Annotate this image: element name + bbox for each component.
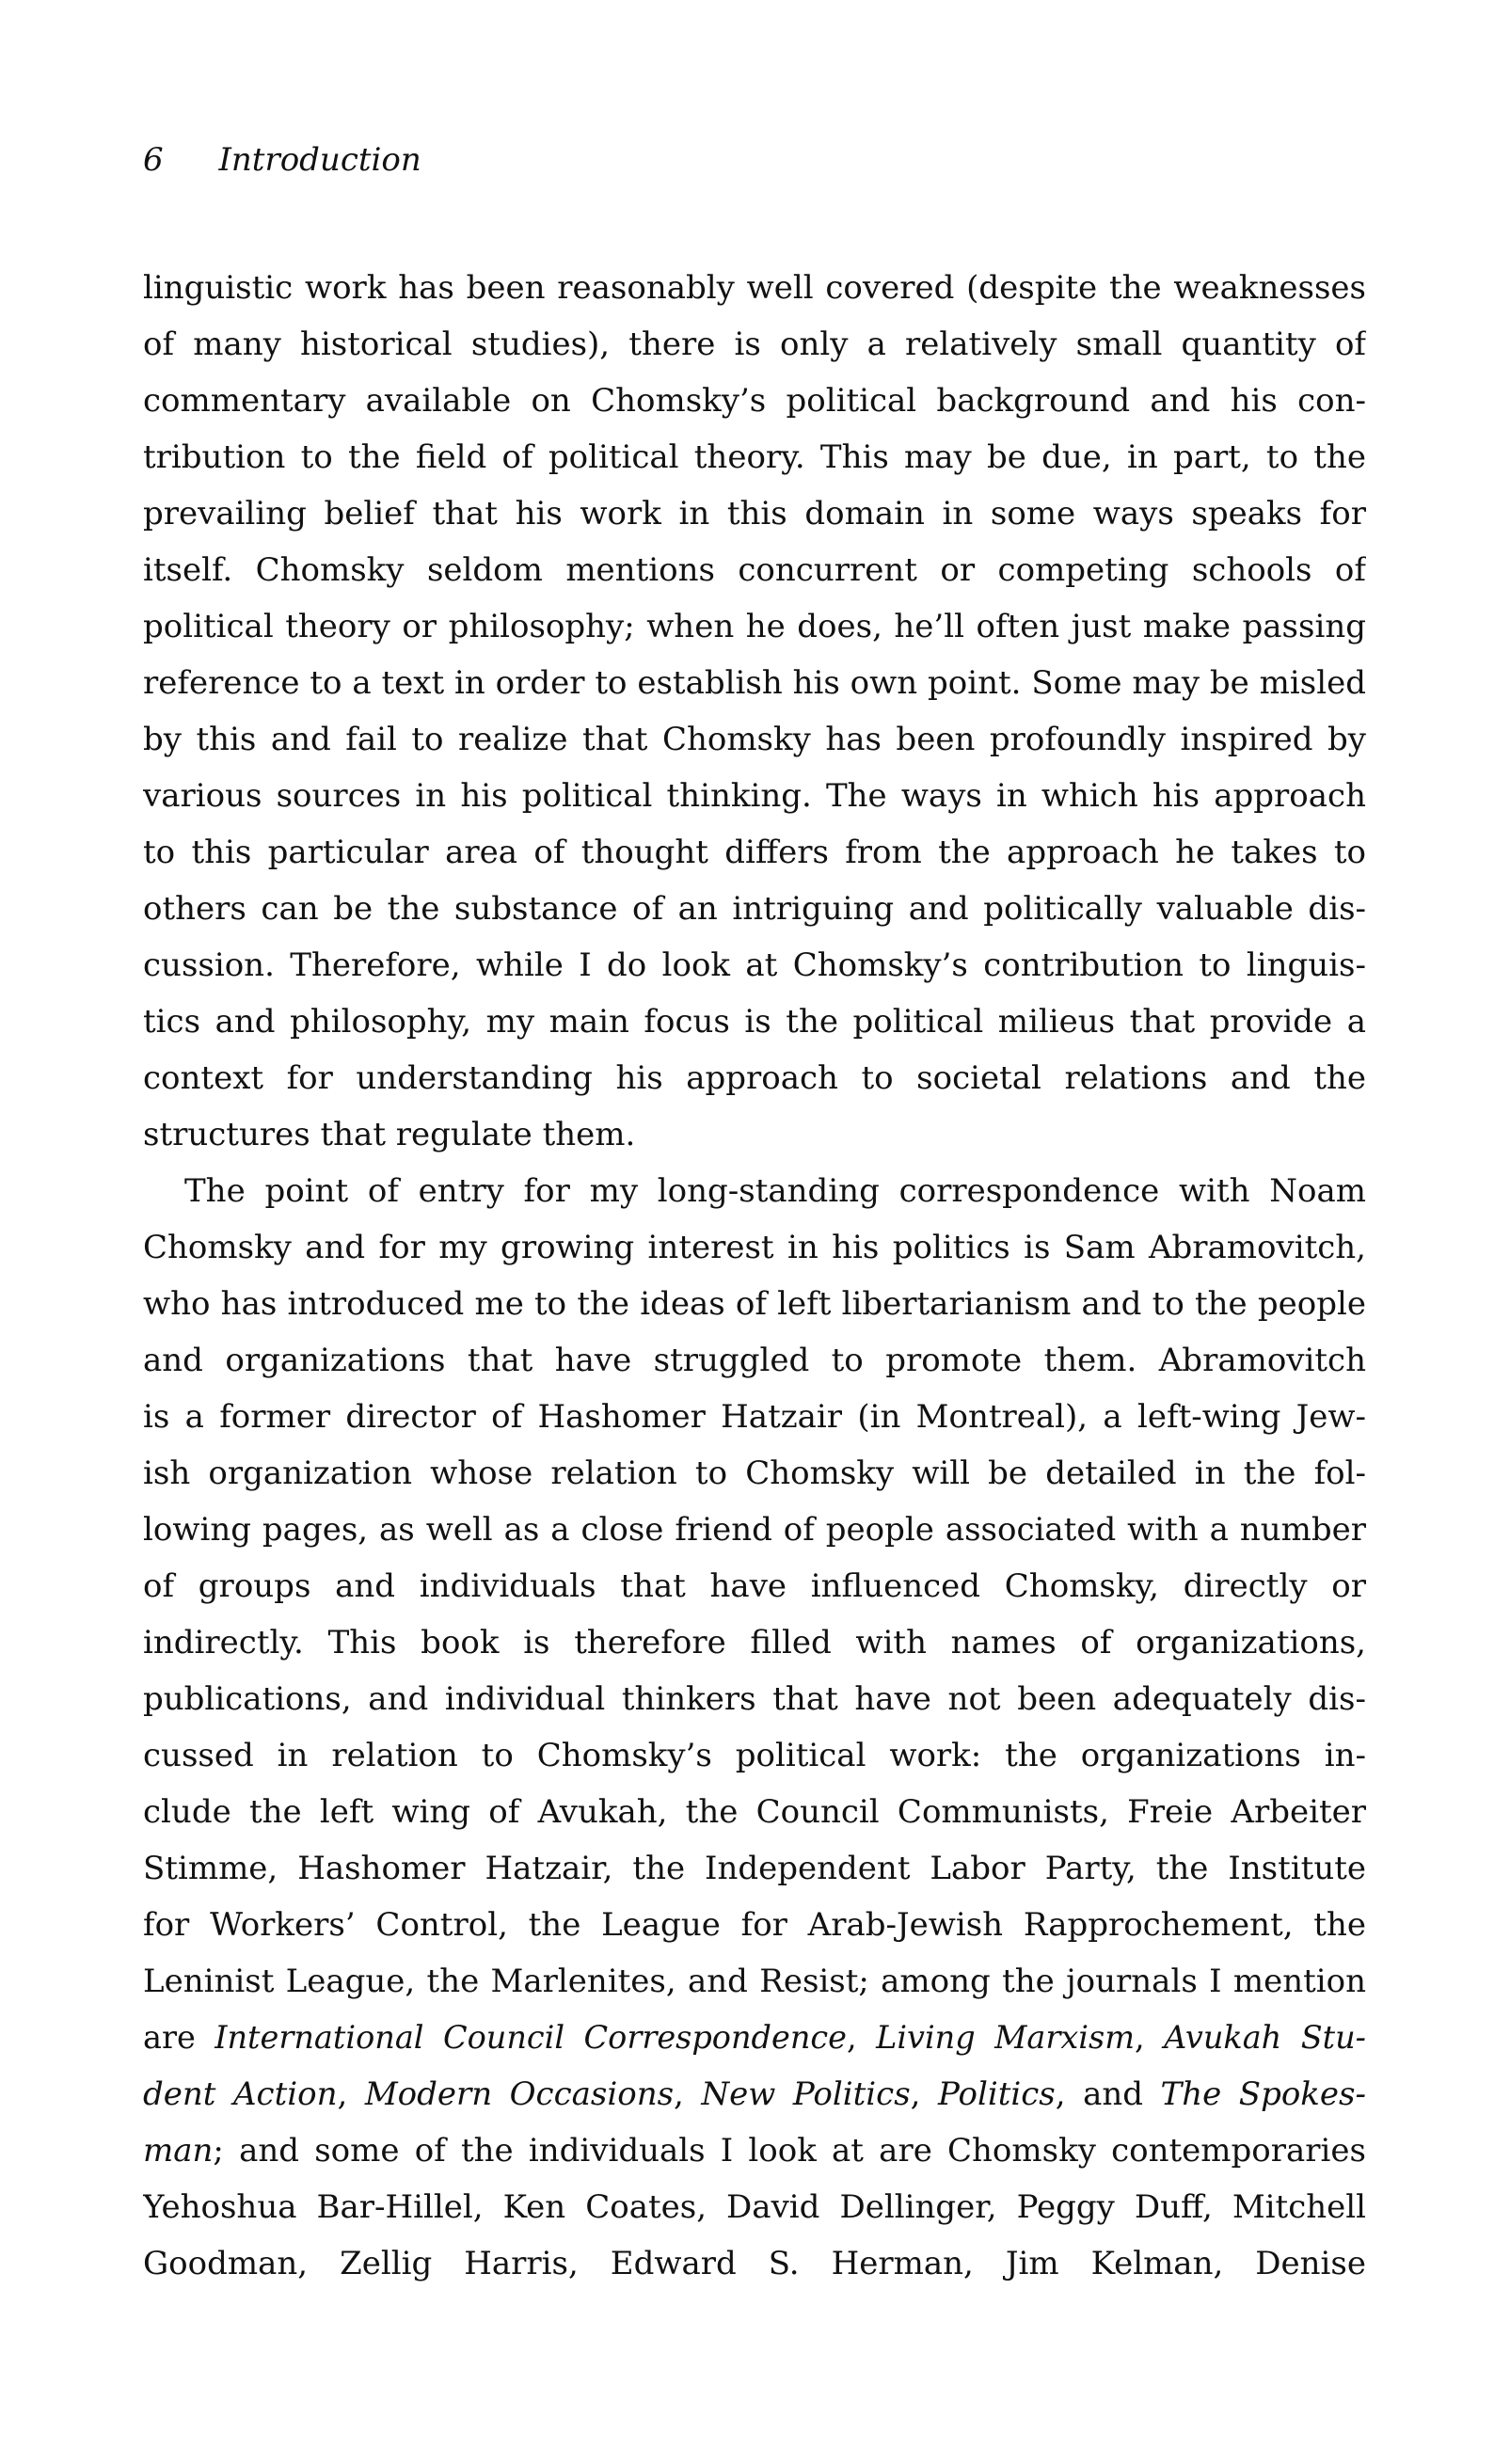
text-line (143, 2066, 1366, 2122)
italic-title: The Spokes- (1160, 2075, 1366, 2113)
text-line (143, 1163, 1366, 1219)
text-segment: for Workers’ Control, the League for Arab-Jewish Rapprochement, the (143, 1906, 1366, 1944)
text-segment: others can be the substance of an intriguing and politically valuable dis- (143, 890, 1366, 928)
text-line (143, 1276, 1366, 1332)
text-segment: cussed in relation to Chomsky’s political work: the organizations in- (143, 1737, 1366, 1774)
text-segment: tribution to the field of political theory. This may be due, in part, to the (143, 438, 1366, 476)
text-segment: Goodman, Zellig Harris, Edward S. Herman, Jim Kelman, Denise (143, 2245, 1366, 2282)
text-line (143, 824, 1366, 881)
text-segment: publications, and individual thinkers that have not been adequately dis- (143, 1680, 1366, 1718)
text-line (143, 542, 1366, 598)
text-line (143, 1953, 1366, 2010)
text-line (143, 2235, 1366, 2292)
text-line (143, 1897, 1366, 1953)
text-segment: The point of entry for my long-standing correspondence with Noam (184, 1172, 1366, 1210)
text-segment: , (674, 2075, 702, 2113)
text-line (143, 1784, 1366, 1840)
text-segment: ; and some of the individuals I look at are Chomsky contemporaries (213, 2132, 1366, 2170)
text-segment: itself. Chomsky seldom mentions concurrent or competing schools of (143, 551, 1366, 589)
text-segment: clude the left wing of Avukah, the Council Communists, Freie Arbeiter (143, 1793, 1366, 1831)
text-segment: political theory or philosophy; when he does, he’ll often just make passing (143, 608, 1366, 645)
text-line (143, 429, 1366, 485)
text-line (143, 1840, 1366, 1897)
text-line (143, 598, 1366, 655)
text-segment: linguistic work has been reasonably well covered (despite the weaknesses (143, 269, 1366, 307)
text-segment: of groups and individuals that have influenced Chomsky, directly or (143, 1567, 1366, 1605)
paragraph (143, 1163, 1366, 2292)
italic-title: Modern Occasions (364, 2075, 675, 2113)
text-segment: , (1134, 2019, 1165, 2056)
italic-title: Living Marxism (876, 2019, 1135, 2056)
text-segment: context for understanding his approach to societal relations and the (143, 1059, 1366, 1097)
text-segment: Yehoshua Bar-Hillel, Ken Coates, David Dellinger, Peggy Duff, Mitchell (143, 2188, 1366, 2226)
text-segment: to this particular area of thought differs from the approach he takes to (143, 834, 1366, 871)
italic-title: Avukah Stu- (1164, 2019, 1366, 2056)
text-segment: and organizations that have struggled to promote them. Abramovitch (143, 1342, 1366, 1379)
text-line (143, 316, 1366, 373)
text-line (143, 1106, 1366, 1163)
text-line (143, 1727, 1366, 1784)
text-segment: Leninist League, the Marlenites, and Resist; among the journals I mention (143, 1963, 1366, 2000)
text-segment: prevailing belief that his work in this domain in some ways speaks for (143, 495, 1366, 533)
italic-title: New Politics (701, 2075, 911, 2113)
italic-title: dent Action (143, 2075, 338, 2113)
body-text (143, 260, 1366, 2292)
text-line (143, 2122, 1366, 2179)
paragraph (143, 260, 1366, 1163)
text-line (143, 260, 1366, 316)
text-segment: tics and philosophy, my main focus is the political milieus that provide a (143, 1003, 1366, 1041)
text-line (143, 1558, 1366, 1614)
text-segment: indirectly. This book is therefore filled with names of organizations, (143, 1624, 1366, 1661)
italic-title: International Council Correspondence (215, 2019, 847, 2056)
text-line (143, 1502, 1366, 1558)
text-segment: commentary available on Chomsky’s political background and his con- (143, 382, 1366, 420)
text-line (143, 1332, 1366, 1389)
italic-title: man (143, 2132, 214, 2170)
text-line (143, 1614, 1366, 1671)
text-line (143, 1219, 1366, 1276)
text-segment: various sources in his political thinking. The ways in which his approach (143, 777, 1366, 815)
text-segment: reference to a text in order to establish his own point. Some may be misled (143, 664, 1366, 702)
text-segment: , and (1055, 2075, 1161, 2113)
text-segment: who has introduced me to the ideas of left libertarianism and to the people (143, 1285, 1366, 1323)
text-segment: is a former director of Hashomer Hatzair (in Montreal), a left-wing Jew- (143, 1398, 1366, 1436)
text-line (143, 2010, 1366, 2066)
text-segment: Chomsky and for my growing interest in his politics is Sam Abramovitch, (143, 1229, 1366, 1266)
italic-title: Politics (937, 2075, 1056, 2113)
text-line (143, 1671, 1366, 1727)
text-line (143, 373, 1366, 429)
text-line (143, 937, 1366, 994)
text-line (143, 1389, 1366, 1445)
text-line (143, 881, 1366, 937)
text-line (143, 768, 1366, 824)
text-line (143, 2179, 1366, 2235)
text-segment: are (143, 2019, 215, 2056)
text-segment: cussion. Therefore, while I do look at Chomsky’s contribution to linguis- (143, 946, 1366, 984)
text-line (143, 994, 1366, 1050)
text-segment: ish organization whose relation to Chomsky will be detailed in the fol- (143, 1455, 1366, 1492)
text-line (143, 485, 1366, 542)
text-line (143, 711, 1366, 768)
text-segment: of many historical studies), there is only a relatively small quantity of (143, 326, 1366, 363)
text-line (143, 1445, 1366, 1502)
text-segment: , (337, 2075, 365, 2113)
text-segment: lowing pages, as well as a close friend of people associated with a number (143, 1511, 1366, 1549)
text-line (143, 655, 1366, 711)
running-head-title: Introduction (218, 141, 421, 179)
text-segment: structures that regulate them. (143, 1116, 636, 1153)
text-segment: Stimme, Hashomer Hatzair, the Independent Labor Party, the Institute (143, 1850, 1366, 1887)
text-segment: , (910, 2075, 938, 2113)
page-number: 6 (143, 141, 164, 179)
text-line (143, 1050, 1366, 1106)
text-segment: , (846, 2019, 877, 2056)
text-segment: by this and fail to realize that Chomsky has been profoundly inspired by (143, 721, 1366, 758)
running-head (143, 139, 421, 181)
